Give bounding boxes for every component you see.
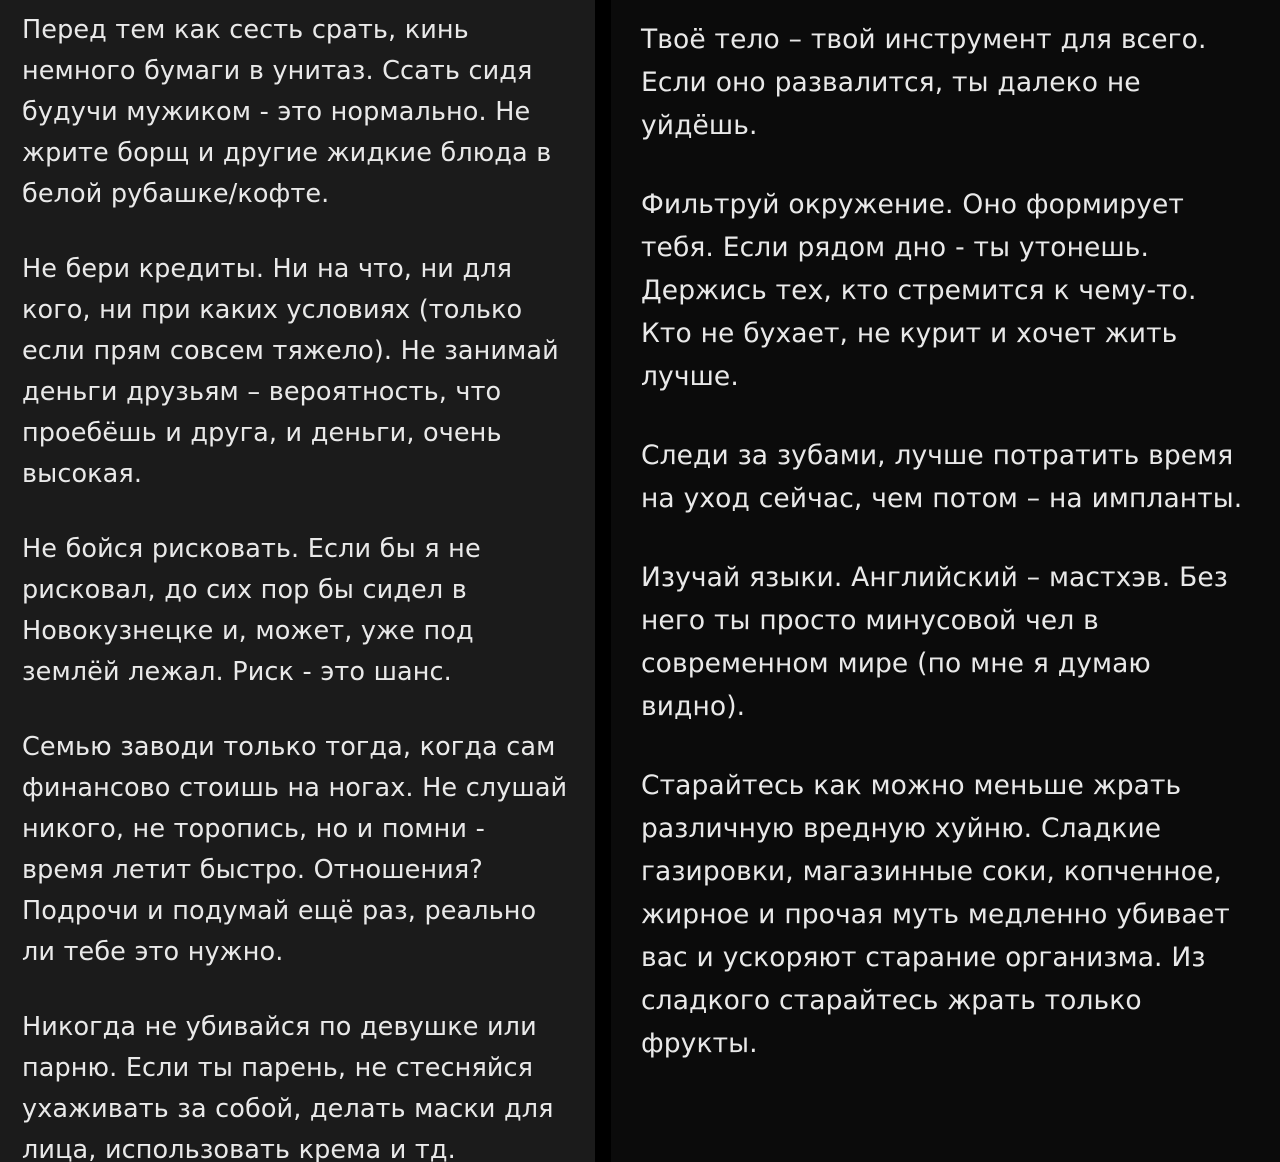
paragraph: Старайтесь как можно меньше жрать различную вредную хуйню. Сладкие газировки, магазинные соки, копченное, жирное и прочая муть медленно убивает вас и ускоряют старание организма. Из сладкого старайтесь жрать только фрукты.: [641, 770, 1230, 1059]
paragraph: Семью заводи только тогда, когда сам финансово стоишь на ногах. Не слушай никого, не торопись, но и помни - время летит быстро. Отношения? Подрочи и подумай ещё раз, реально ли тебе это нужно.: [22, 732, 568, 967]
left-text-column: [0, 0, 595, 1162]
paragraph: Изучай языки. Английский – мастхэв. Без него ты просто минусовой чел в современном мире (по мне я думаю видно).: [641, 562, 1228, 722]
paragraph: Фильтруй окружение. Оно формирует тебя. Если рядом дно - ты утонешь. Держись тех, кто стремится к чему-то. Кто не бухает, не курит и хочет жить лучше.: [641, 189, 1197, 392]
paragraph: Твоё тело – твой инструмент для всего. Если оно развалится, ты далеко не уйдёшь.: [641, 24, 1207, 141]
paragraph: Следи за зубами, лучше потратить время на уход сейчас, чем потом – на импланты.: [641, 440, 1243, 514]
paragraph: Не бойся рисковать. Если бы я не рисковал, до сих пор бы сидел в Новокузнецке и, может, уже под землёй лежал. Риск - это шанс.: [22, 534, 481, 687]
paragraph: Не бери кредиты. Ни на что, ни для кого, ни при каких условиях (только если прям совсем тяжело). Не занимай деньги друзьям – вероятность, что проебёшь и друга, и деньги, очень высокая.: [22, 254, 559, 489]
column-divider: [595, 0, 611, 1162]
right-text-column: [611, 0, 1280, 1162]
paragraph: Никогда не убивайся по девушке или парню. Если ты парень, не стесняйся ухаживать за собой, делать маски для лица, использовать крема и тд.: [22, 1012, 554, 1162]
paragraph: Перед тем как сесть срать, кинь немного бумаги в унитаз. Ссать сидя будучи мужиком - это нормально. Не жрите борщ и другие жидкие блюда в белой рубашке/кофте.: [22, 15, 552, 209]
